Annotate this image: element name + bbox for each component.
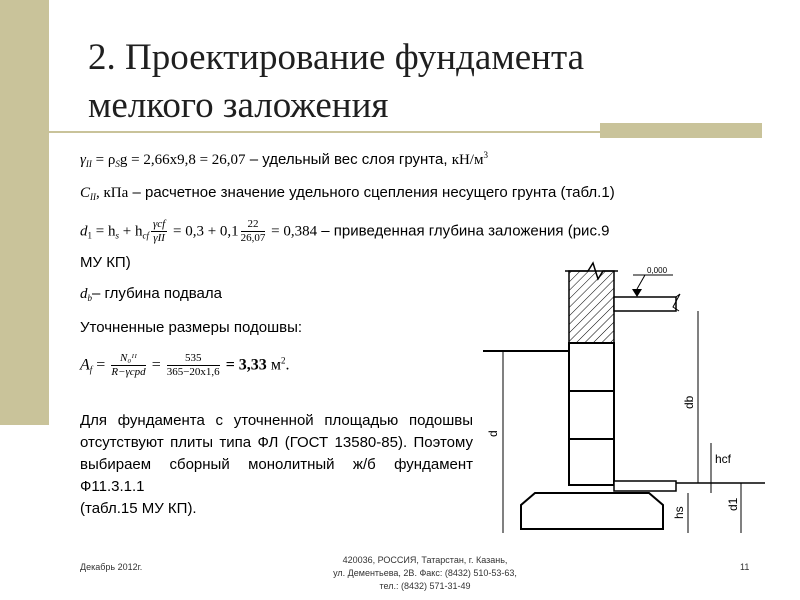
conclusion-last-line: (табл.15 МУ КП).: [80, 500, 197, 517]
formula-footing-area: [80, 352, 289, 379]
gamma-unit: кН/м: [451, 152, 484, 168]
dimension-d-label: d: [486, 430, 500, 437]
dimension-hcf-label: hcf: [715, 452, 732, 466]
af-symbol: A: [80, 356, 90, 374]
hs-subscript: s: [115, 230, 119, 241]
title-line-1: 2. Проектирование фундамента: [88, 37, 585, 78]
gamma-ratio-numerator: γcf: [152, 218, 166, 230]
af-numeric-fraction: [167, 352, 220, 379]
d1-description-continuation: МУ КП): [80, 254, 131, 271]
cohesion-symbol: C: [80, 185, 91, 201]
formula-cohesion: [80, 184, 615, 202]
cohesion-description: – расчетное значение удельного сцепления несущего грунта (табл.1): [128, 184, 615, 201]
af-symbolic-numerator: N₀ᴵᴵ: [111, 352, 145, 366]
title-divider-accent: [600, 123, 762, 138]
db-symbol: d: [80, 286, 88, 302]
rho-subscript: S: [115, 159, 120, 169]
formula-reduced-depth: [80, 218, 609, 245]
dimension-db-label: db: [682, 395, 696, 409]
refined-dimensions-label: Уточненные размеры подошвы:: [80, 319, 303, 336]
page-number: 11: [740, 562, 750, 572]
address-line-3: тел.: (8432) 571-31-49: [379, 581, 471, 591]
af-equals-2: =: [147, 356, 165, 374]
numeric-ratio-fraction: [241, 218, 266, 245]
cohesion-unit: , кПа: [96, 185, 129, 201]
cohesion-subscript: II: [90, 192, 97, 202]
dimension-hs-label: hs: [672, 506, 686, 519]
footer-address: [290, 554, 560, 593]
db-subscript: b: [87, 293, 92, 303]
numeric-ratio-denominator: 26,07: [240, 232, 266, 244]
d1-part2: + h: [118, 223, 143, 240]
formula-specific-weight: [80, 150, 488, 169]
gamma-ratio-fraction: [151, 218, 167, 245]
d1-description: – приведенная глубина заложения (рис.9: [317, 222, 610, 240]
af-unit: м: [266, 356, 281, 374]
gamma-description: – удельный вес слоя грунта,: [245, 151, 452, 168]
gamma-expr: = ρ: [91, 152, 116, 168]
gamma-value: g = 2,66х9,8 = 26,07: [119, 152, 246, 168]
db-description: – глубина подвала: [92, 285, 222, 302]
gamma-ratio-denominator: γII: [153, 232, 165, 244]
af-symbolic-fraction: [111, 352, 145, 379]
footer-date: Декабрь 2012г.: [80, 562, 143, 572]
slide-title: [88, 34, 688, 130]
af-subscript: f: [89, 364, 93, 375]
foundation-section-drawing: [483, 249, 765, 533]
formula-basement-depth: [80, 285, 222, 303]
af-numeric-denominator: 365−20х1,6: [166, 366, 220, 378]
af-unit-power: 2: [280, 355, 286, 366]
gamma-subscript: II: [85, 159, 92, 169]
level-mark-leader: [637, 275, 645, 289]
dimension-d1-label: d1: [726, 497, 740, 511]
decorative-side-bar: [0, 0, 49, 425]
brick-wall-hatched: [569, 271, 614, 343]
hcf-subscript: cf: [142, 230, 149, 241]
title-divider: [35, 131, 685, 133]
af-result: = 3,33: [221, 356, 267, 374]
conclusion-paragraph: [80, 410, 473, 520]
numeric-ratio-numerator: 22: [241, 218, 266, 232]
d1-part3: = 0,3 + 0,1: [169, 223, 239, 240]
d1-part1: = h: [92, 223, 116, 240]
level-mark-label: 0,000: [647, 266, 668, 275]
af-equals: =: [92, 356, 110, 374]
gamma-symbol: γ: [80, 152, 86, 168]
af-symbolic-denominator: R−γcpd: [111, 366, 146, 378]
footing-cushion: [521, 493, 663, 529]
conclusion-text: Для фундамента с уточненной площадью подошвы отсутствуют плиты типа ФЛ (ГОСТ 13580-85). Поэтому выбираем сборный монолитный ж/б фундамент Ф11.3.1.1: [80, 412, 473, 495]
foundation-blocks: [569, 343, 614, 485]
address-line-1: 420036, РОССИЯ, Татарстан, г. Казань,: [342, 555, 508, 565]
address-line-2: ул. Дементьева, 2В. Факс: (8432) 510-53-63,: [333, 568, 517, 578]
basement-floor-slab: [614, 481, 676, 491]
gamma-unit-power: 3: [483, 150, 488, 160]
d1-symbol: d: [80, 223, 88, 240]
level-mark-triangle-icon: [632, 289, 642, 297]
af-period: .: [285, 356, 290, 374]
title-line-2: мелкого заложения: [88, 85, 389, 126]
af-numeric-numerator: 535: [167, 352, 220, 366]
floor-slab: [614, 297, 676, 311]
d1-result: = 0,384: [267, 223, 318, 240]
d1-subscript: 1: [87, 230, 92, 241]
